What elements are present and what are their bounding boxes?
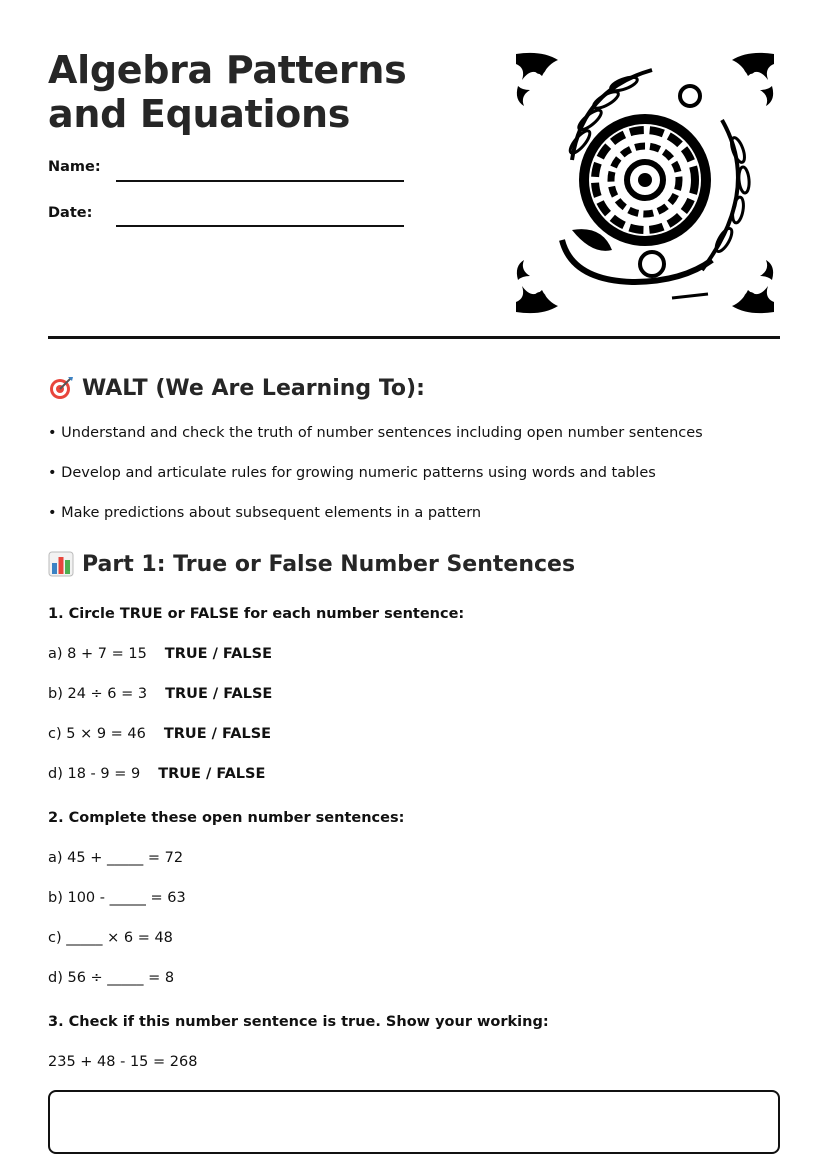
tf-choice[interactable]: TRUE / FALSE bbox=[158, 766, 266, 782]
walt-item-2: • Develop and articulate rules for growing numeric patterns using words and tables bbox=[48, 465, 656, 481]
tf-sentence: a) 8 + 7 = 15 bbox=[48, 646, 147, 662]
part1-heading bbox=[48, 551, 575, 577]
tf-choice[interactable]: TRUE / FALSE bbox=[163, 726, 272, 742]
open-sentence-b[interactable]: b) 100 - _____ = 63 bbox=[48, 890, 186, 906]
walt-item-1: • Understand and check the truth of number sentences including open number sentences bbox=[48, 425, 703, 441]
tf-choice[interactable]: TRUE / FALSE bbox=[165, 686, 273, 702]
open-sentence-d[interactable]: d) 56 ÷ _____ = 8 bbox=[48, 970, 175, 986]
name-label: Name: bbox=[48, 159, 101, 175]
tf-item-c bbox=[48, 726, 271, 742]
question-3-prompt: 3. Check if this number sentence is true. Show your working: bbox=[48, 1014, 549, 1030]
page-title: Algebra Patterns and Equations bbox=[48, 48, 407, 136]
target-icon bbox=[48, 375, 74, 401]
tf-choice[interactable]: TRUE / FALSE bbox=[164, 646, 272, 662]
koru-ornament-image bbox=[512, 50, 778, 316]
question-2-prompt: 2. Complete these open number sentences: bbox=[48, 810, 405, 826]
open-sentence-a[interactable]: a) 45 + _____ = 72 bbox=[48, 850, 184, 866]
header-divider bbox=[48, 336, 780, 339]
date-field[interactable] bbox=[116, 225, 404, 227]
walt-heading bbox=[48, 375, 425, 401]
question-1-prompt: 1. Circle TRUE or FALSE for each number sentence: bbox=[48, 606, 465, 622]
name-field[interactable] bbox=[116, 180, 404, 182]
date-label: Date: bbox=[48, 205, 93, 221]
tf-sentence: d) 18 - 9 = 9 bbox=[48, 766, 141, 782]
bar-chart-icon bbox=[48, 551, 74, 577]
tf-item-d bbox=[48, 766, 265, 782]
corner-ornament-icon bbox=[516, 53, 558, 106]
part1-heading-text: Part 1: True or False Number Sentences bbox=[82, 551, 576, 577]
tf-sentence: c) 5 × 9 = 46 bbox=[48, 726, 146, 742]
walt-item-3: • Make predictions about subsequent elements in a pattern bbox=[48, 505, 482, 521]
walt-heading-text: WALT (We Are Learning To): bbox=[82, 375, 425, 401]
tf-sentence: b) 24 ÷ 6 = 3 bbox=[48, 686, 148, 702]
open-sentence-c[interactable]: c) _____ × 6 = 48 bbox=[48, 930, 173, 946]
check-sentence: 235 + 48 - 15 = 268 bbox=[48, 1054, 198, 1070]
tf-item-a bbox=[48, 646, 272, 662]
working-answer-box[interactable] bbox=[48, 1090, 780, 1154]
tf-item-b bbox=[48, 686, 272, 702]
